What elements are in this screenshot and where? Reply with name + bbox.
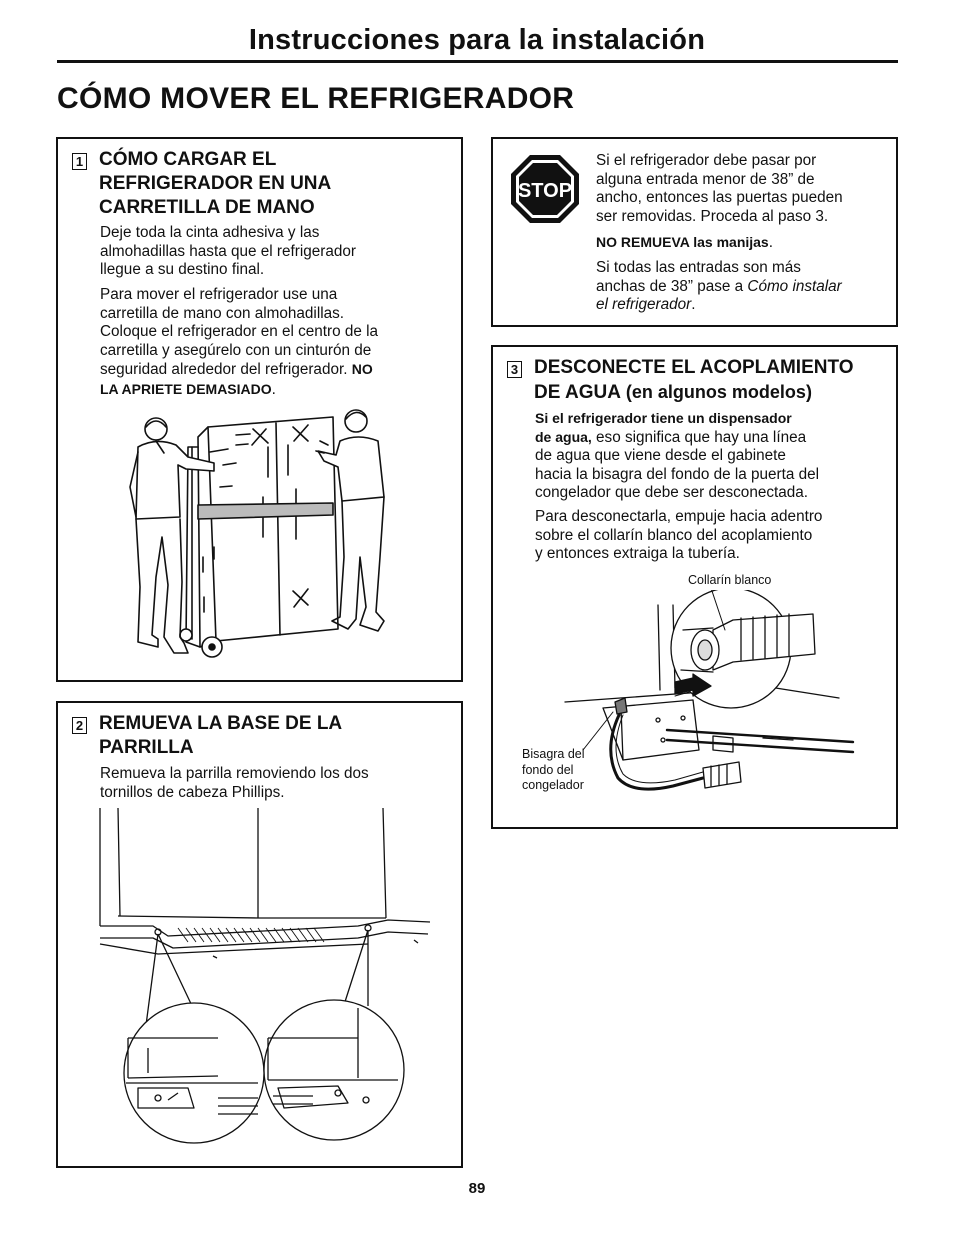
- section-2-title: [99, 712, 342, 760]
- text-line: .: [271, 380, 276, 398]
- section-2-box: [56, 701, 463, 1168]
- text-line: Deje toda la cinta adhesiva y las: [100, 224, 320, 241]
- section-3-title-line: DESCONECTE EL ACOPLAMIENTO: [534, 357, 854, 378]
- text-line: alguna entrada menor de 38” de: [596, 170, 815, 188]
- section-1-title: [99, 148, 331, 220]
- stop-warning-box: [491, 137, 898, 327]
- stop-sign-icon: [509, 153, 581, 225]
- text-line: llegue a su destino final.: [100, 261, 265, 279]
- text-line: hacia la bisagra del fondo de la puerta del: [535, 465, 820, 483]
- text-line: almohadillas hasta que el refrigerador: [100, 242, 356, 260]
- page-number: 89: [468, 1180, 486, 1197]
- stop-sign-text: STOP: [517, 180, 573, 202]
- step-number-1: 1: [72, 153, 87, 170]
- step-number-2: 2: [72, 717, 87, 734]
- header-title: Instrucciones para la instalación: [248, 24, 706, 56]
- section-3-title: [534, 356, 854, 405]
- caption-line: congelador: [522, 778, 584, 792]
- warning-text: NO: [351, 361, 373, 378]
- section-1-paragraph-1: [100, 224, 356, 280]
- section-1-paragraph-2: [100, 286, 378, 400]
- text-line: ser removidas. Proceda al paso 3.: [596, 207, 829, 225]
- hand-truck-illustration: [128, 407, 398, 675]
- section-1-title-line: CÓMO CARGAR EL: [99, 149, 277, 170]
- text-line: Coloque el refrigerador en el centro de la: [100, 323, 379, 341]
- text-line: seguridad alrededor del refrigerador.: [100, 361, 348, 379]
- text-line: Remueva la parrilla removiendo los dos: [100, 765, 369, 782]
- text-line: Si el refrigerador debe pasar por: [596, 152, 817, 169]
- label-white-collar: Collarín blanco: [688, 573, 772, 587]
- section-1-title-line: REFRIGERADOR EN UNA: [99, 173, 332, 194]
- section-1-box: [56, 137, 463, 682]
- stop-paragraph-2: [596, 233, 773, 253]
- caption-line: Bisagra del: [522, 747, 585, 761]
- text-line: Para mover el refrigerador use una: [100, 286, 338, 303]
- text-line: y entonces extraiga la tubería.: [535, 545, 740, 563]
- text-line: sobre el collarín blanco del acoplamiento: [535, 526, 813, 544]
- warning-text: LA APRIETE DEMASIADO: [100, 380, 272, 397]
- text-line: ancho, entonces las puertas pueden: [596, 189, 843, 207]
- text-line: .: [691, 296, 696, 314]
- warning-text: NO REMUEVA las manijas: [596, 234, 769, 250]
- text-line: Si todas las entradas son más: [596, 259, 801, 276]
- cross-reference: Cómo instalar: [747, 277, 842, 295]
- section-3-paragraph-1: [535, 409, 819, 503]
- section-3-paragraph-2: [535, 508, 822, 564]
- bold-text: de agua,: [535, 428, 592, 445]
- section-2-title-line: REMUEVA LA BASE DE LA: [99, 713, 343, 734]
- text-line: carretilla y asegúrelo con un cinturón de: [100, 341, 372, 359]
- section-3-box: [491, 345, 898, 829]
- text-line: de agua que viene desde el gabinete: [535, 447, 786, 465]
- step-number-3: 3: [507, 361, 522, 378]
- grille-removal-illustration: [98, 808, 443, 1158]
- section-1-title-line: CARRETILLA DE MANO: [99, 197, 315, 218]
- text-line: Para desconectarla, empuje hacia adentro: [535, 508, 823, 525]
- section-2-paragraph-1: [100, 765, 369, 802]
- section-3-title-note: (en algunos modelos): [620, 382, 812, 402]
- text-line: tornillos de cabeza Phillips.: [100, 783, 285, 801]
- bold-text: Si el refrigerador tiene un dispensador: [535, 410, 792, 426]
- text-line: anchas de 38” pase a: [596, 277, 748, 295]
- section-2-title-line: PARRILLA: [99, 737, 194, 758]
- section-3-title-line: DE AGUA: [534, 382, 621, 403]
- caption-line: fondo del: [522, 762, 574, 777]
- text-line: congelador que debe ser desconectada.: [535, 484, 808, 502]
- text-line: .: [768, 234, 773, 251]
- stop-paragraph-3: [596, 259, 842, 315]
- cross-reference: el refrigerador: [596, 296, 692, 314]
- text-line: carretilla de mano con almohadillas.: [100, 304, 345, 322]
- stop-paragraph-1: [596, 152, 843, 226]
- header-divider: [57, 60, 898, 63]
- page-title: CÓMO MOVER EL REFRIGERADOR: [57, 82, 575, 115]
- water-coupling-illustration: [563, 590, 863, 805]
- text-line: eso significa que hay una línea: [591, 428, 807, 446]
